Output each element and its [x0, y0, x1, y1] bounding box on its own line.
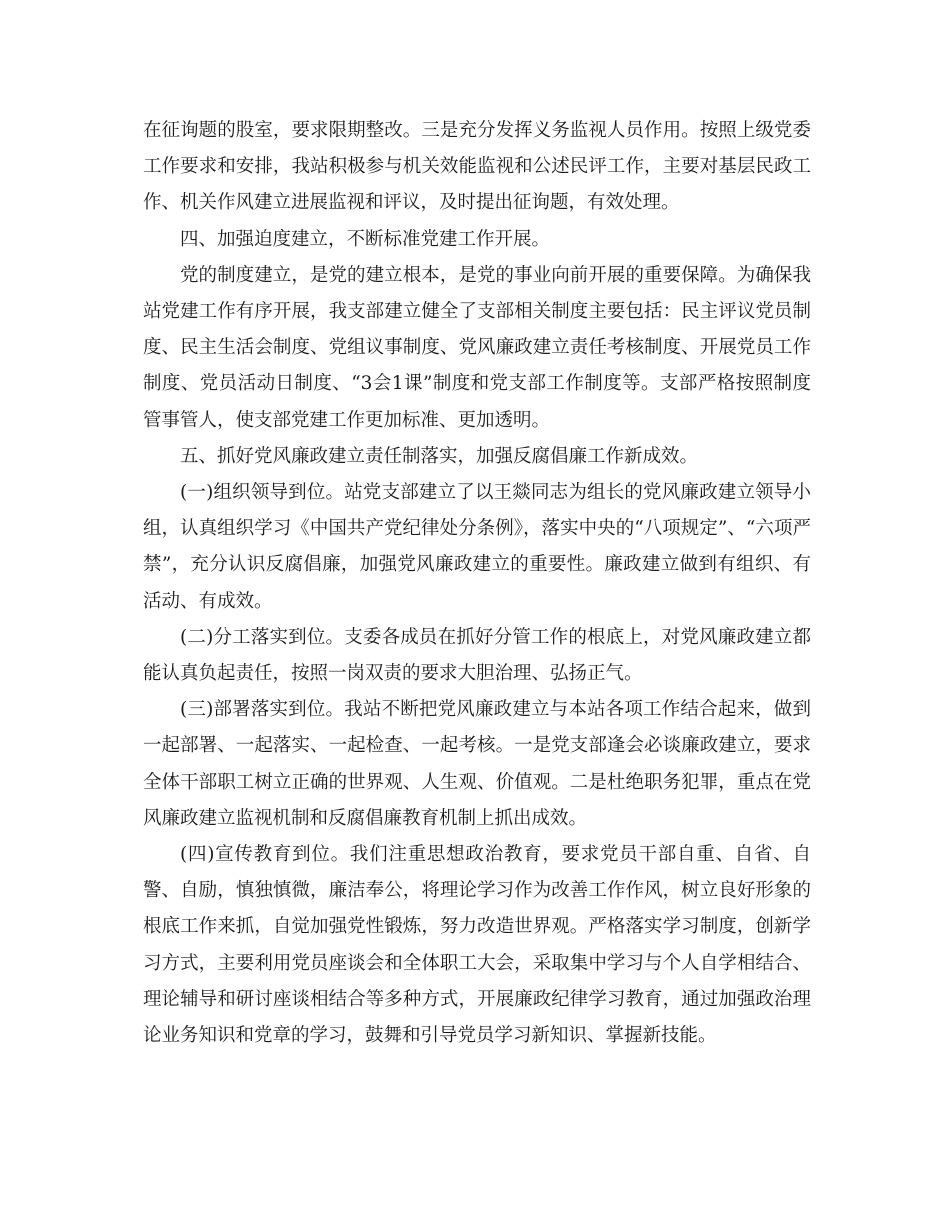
paragraph: (四)宣传教育到位。我们注重思想政治教育，要求党员干部自重、自省、自警、自励，慎独慎微，廉洁奉公，将理论学习作为改善工作作风，树立良好形象的根底工作来抓，自觉加强党性锻炼，努力改造世界观。严格落实学习制度，创新学习方式，主要利用党员座谈会和全体职工大会，采取集中学习与个人自学相结合、理论辅导和研讨座谈相结合等多种方式，开展廉政纪律学习教育，通过加强政治理论业务知识和党章的学习，鼓舞和引导党员学习新知识、掌握新技能。 [143, 844, 811, 1047]
paragraph: (二)分工落实到位。支委各成员在抓好分管工作的根底上，对党风廉政建立都能认真负起责任，按照一岗双责的要求大胆治理、弘扬正气。 [143, 626, 811, 685]
paragraph: (三)部署落实到位。我站不断把党风廉政建立与本站各项工作结合起来，做到一起部署、一起落实、一起检查、一起考核。一是党支部逢会必谈廉政建立，要求全体干部职工树立正确的世界观、人生观、价值观。二是杜绝职务犯罪，重点在党风廉政建立监视机制和反腐倡廉教育机制上抓出成效。 [143, 699, 811, 829]
paragraph: 在征询题的股室，要求限期整改。三是充分发挥义务监视人员作用。按照上级党委工作要求和安排，我站积极参与机关效能监视和公述民评工作，主要对基层民政工作、机关作风建立进展监视和评议，及时提出征询题，有效处理。 [143, 120, 811, 214]
section-heading: 五、抓好党风廉政建立责任制落实，加强反腐倡廉工作新成效。 [180, 445, 699, 467]
paragraph: 党的制度建立，是党的建立根本，是党的事业向前开展的重要保障。为确保我站党建工作有序开展，我支部建立健全了支部相关制度主要包括：民主评议党员制度、民主生活会制度、党组议事制度、党风廉政建立责任考核制度、开展党员工作制度、党员活动日制度、“3会1课”制度和党支部工作制度等。支部严格按照制度管事管人，使支部党建工作更加标准、更加透明。 [143, 264, 811, 431]
body-text [143, 113, 811, 1054]
paragraph: (一)组织领导到位。站党支部建立了以王燚同志为组长的党风廉政建立领导小组，认真组织学习《中国共产党纪律处分条例》，落实中央的“八项规定”、“六项严禁”，充分认识反腐倡廉，加强党风廉政建立的重要性。廉政建立做到有组织、有活动、有成效。 [143, 482, 811, 612]
section-heading: 四、加强迫度建立，不断标准党建工作开展。 [180, 228, 551, 250]
